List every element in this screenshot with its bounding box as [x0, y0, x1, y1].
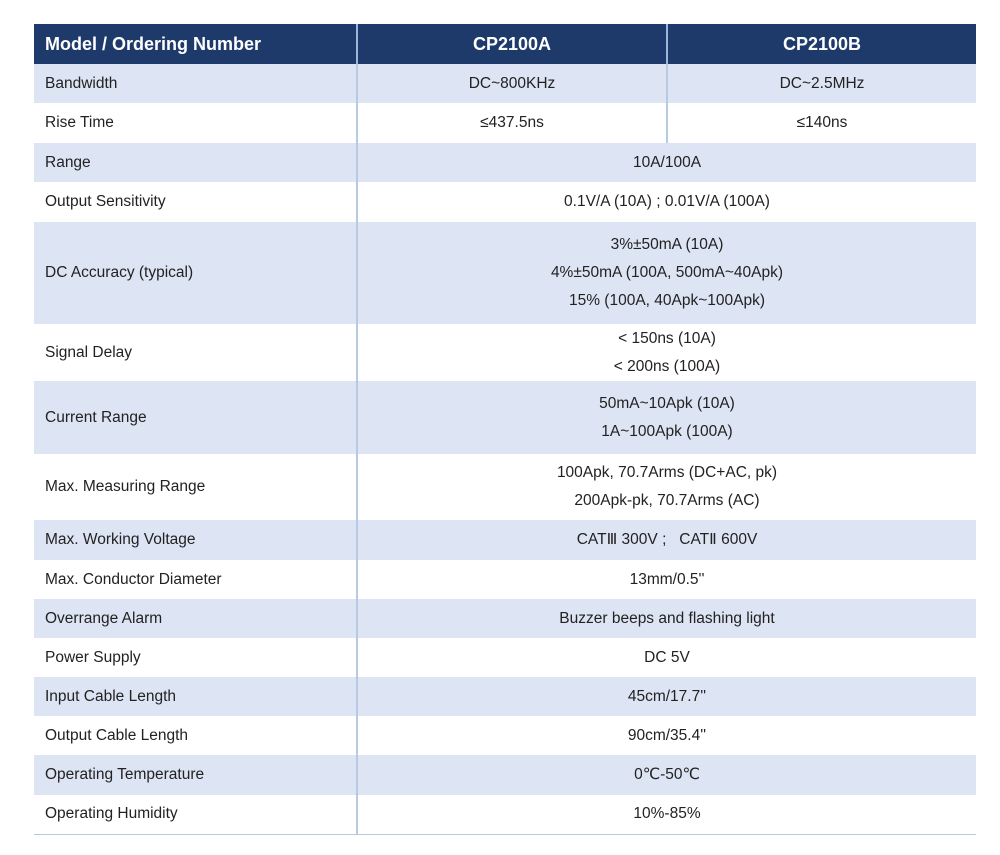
row-label: Output Sensitivity [34, 182, 357, 222]
value-both [357, 454, 976, 520]
row-bandwidth [34, 64, 976, 103]
row-current-range [34, 381, 976, 454]
row-output-cable-length [34, 716, 976, 755]
value-both: 10A/100A [357, 143, 976, 182]
header-model-ordering-number: Model / Ordering Number [34, 24, 357, 64]
row-power-supply [34, 638, 976, 677]
row-rise-time [34, 103, 976, 143]
value-line: 100Apk, 70.7Arms (DC+AC, pk) [556, 464, 778, 481]
value-both: 13mm/0.5'' [357, 560, 976, 599]
row-max-measuring-range [34, 454, 976, 520]
value-both: 90cm/35.4'' [357, 716, 976, 755]
row-label: Current Range [34, 381, 357, 454]
value-line: 3%±50mA (10A) [610, 236, 724, 253]
value-cp2100a: DC~800KHz [357, 64, 667, 103]
header-cp2100a: CP2100A [357, 24, 667, 64]
value-both [357, 381, 976, 454]
row-overrange-alarm [34, 599, 976, 638]
value-both: 0.1V/A (10A) ; 0.01V/A (100A) [357, 182, 976, 222]
row-max-conductor-diameter [34, 560, 976, 599]
row-range [34, 143, 976, 182]
value-both: 10%-85% [357, 795, 976, 834]
value-line: < 150ns (10A) [618, 329, 716, 347]
value-line: < 200ns (100A) [613, 357, 721, 375]
row-input-cable-length [34, 677, 976, 716]
value-line: 50mA~10Apk (10A) [599, 394, 735, 412]
row-label: Rise Time [34, 103, 357, 143]
row-label: Output Cable Length [34, 716, 357, 755]
row-label: DC Accuracy (typical) [34, 222, 357, 324]
value-both: DC 5V [357, 638, 976, 677]
value-both: Buzzer beeps and flashing light [357, 599, 976, 638]
value-line: 1A~100Apk (100A) [601, 422, 733, 440]
value-line: 200Apk-pk, 70.7Arms (AC) [574, 492, 760, 509]
value-cp2100b: ≤140ns [667, 103, 976, 143]
value-both: 0℃-50℃ [357, 755, 976, 795]
row-dc-accuracy [34, 222, 976, 324]
value-line: 4%±50mA (100A, 500mA~40Apk) [550, 264, 784, 281]
value-both: CATⅢ 300V ; CATⅡ 600V [357, 520, 976, 560]
value-both: 45cm/17.7'' [357, 677, 976, 716]
row-label: Operating Temperature [34, 755, 357, 795]
row-max-working-voltage [34, 520, 976, 560]
row-operating-humidity [34, 795, 976, 834]
header-cp2100b: CP2100B [667, 24, 976, 64]
row-label: Max. Conductor Diameter [34, 560, 357, 599]
row-label: Power Supply [34, 638, 357, 677]
value-cp2100b: DC~2.5MHz [667, 64, 976, 103]
row-label: Bandwidth [34, 64, 357, 103]
row-label: Range [34, 143, 357, 182]
value-cp2100a: ≤437.5ns [357, 103, 667, 143]
row-label: Max. Measuring Range [34, 454, 357, 520]
spec-table [34, 24, 976, 835]
row-signal-delay [34, 324, 976, 381]
row-output-sensitivity [34, 182, 976, 222]
value-both [357, 324, 976, 381]
value-both [357, 222, 976, 324]
row-label: Max. Working Voltage [34, 520, 357, 560]
row-label: Input Cable Length [34, 677, 357, 716]
row-label: Overrange Alarm [34, 599, 357, 638]
header-row [34, 24, 976, 64]
row-operating-temperature [34, 755, 976, 795]
value-line: 15% (100A, 40Apk~100Apk) [568, 292, 766, 309]
row-label: Signal Delay [34, 324, 357, 381]
row-label: Operating Humidity [34, 795, 357, 834]
